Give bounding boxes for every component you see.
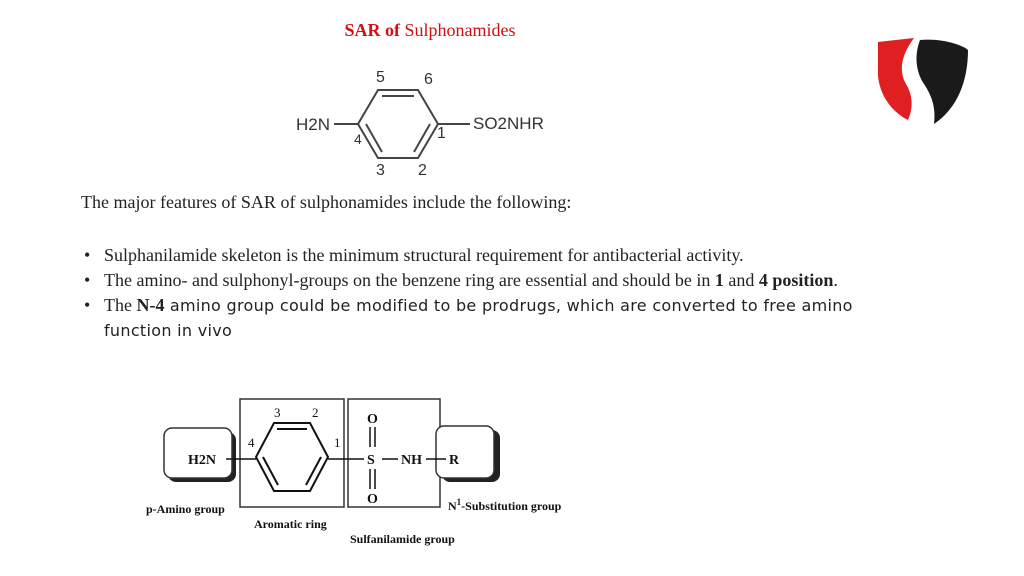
top-amino-label: H2N: [296, 115, 331, 134]
title-rest: Sulphonamides: [404, 20, 516, 40]
label-p-amino-group: p-Amino group: [146, 502, 225, 516]
position-3: 3: [376, 162, 385, 178]
point-3-text-b: amino group could be modified to be prodrugs, which are converted to free amino function in vivo: [104, 296, 853, 340]
label-n1-substitution-group: $N^1$-Substitution group: [448, 497, 562, 513]
sulfur-atom: S: [367, 453, 375, 468]
ring-position-4: 4: [248, 435, 255, 450]
point-2-bold-a: 1: [714, 270, 724, 290]
position-2: 2: [418, 162, 427, 178]
point-2-text-c: .: [833, 270, 838, 290]
ring-position-2: 2: [312, 405, 319, 420]
point-1-text: Sulphanilamide skeleton is the minimum structural requirement for antibacterial activity.: [104, 245, 744, 265]
point-2-bold-b: 4 position: [758, 270, 834, 290]
position-4: 4: [354, 131, 362, 147]
point-3-text-a: The: [104, 295, 137, 315]
page-title: [0, 20, 860, 41]
label-sulfanilamide-group: Sulfanilamide group: [350, 532, 455, 546]
sulphonamide-core-structure: [290, 58, 570, 178]
point-2-text-a: The amino- and sulphonyl-groups on the benzene ring are essential and should be in: [104, 270, 715, 290]
oxygen-top: O: [367, 412, 378, 427]
intro-text: The major features of SAR of sulphonamides include the following:: [81, 192, 572, 212]
position-5: 5: [376, 69, 385, 86]
list-item: [81, 268, 861, 293]
title-prefix: SAR of: [344, 20, 400, 40]
ring-position-1: 1: [334, 435, 341, 450]
position-1: 1: [437, 125, 446, 142]
sulfanilamide-annotated-structure: [140, 397, 590, 555]
nh-group: NH: [401, 453, 422, 468]
bottom-amino-label: H2N: [188, 453, 216, 468]
r-group: R: [449, 453, 460, 468]
list-item: [81, 293, 861, 343]
list-item: [81, 243, 861, 268]
point-2-text-b: and: [723, 270, 759, 290]
top-sulfonyl-label: SO2NHR: [473, 114, 544, 133]
point-3-bold-a: N-4: [136, 295, 165, 315]
feature-list: [81, 243, 861, 343]
oxygen-bottom: O: [367, 492, 378, 507]
position-6: 6: [424, 71, 433, 88]
label-aromatic-ring: Aromatic ring: [254, 517, 327, 531]
ring-position-3: 3: [274, 405, 281, 420]
college-logo-icon: [874, 36, 970, 126]
